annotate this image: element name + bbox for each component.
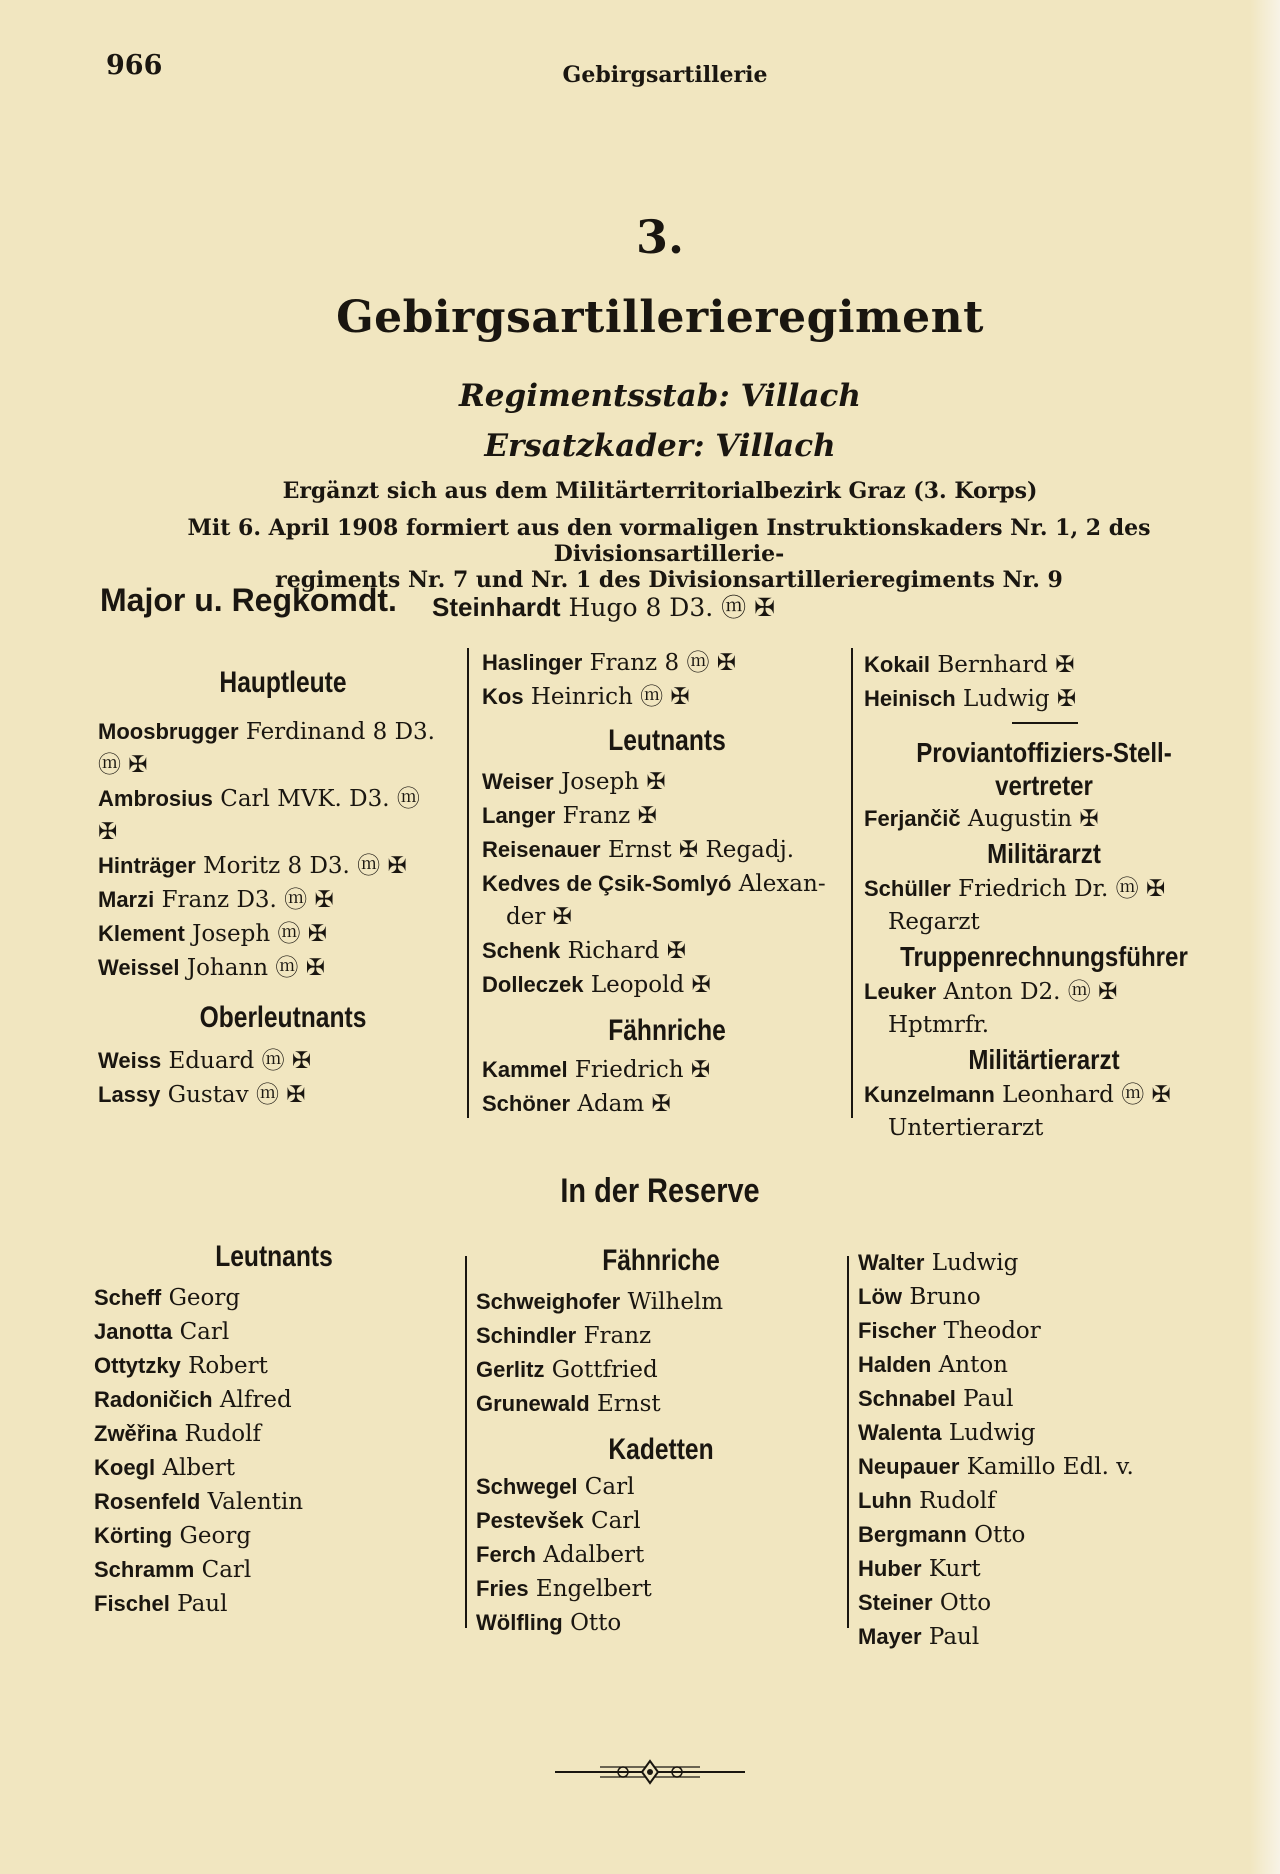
list-item: Zwěřina Rudolf — [94, 1421, 262, 1447]
heading-rechnungsfuehrer: Truppenrechnungsführer — [900, 941, 1188, 972]
list-item: Schindler Franz — [476, 1323, 652, 1349]
list-item: Untertierarzt — [888, 1115, 1044, 1141]
list-item: Walter Ludwig — [858, 1250, 1019, 1276]
list-item: Wölfling Otto — [476, 1610, 622, 1636]
list-item: Haslinger Franz 8 ⓜ ✠ — [482, 650, 737, 676]
heading-faehnriche: Fähnriche — [608, 1014, 726, 1047]
list-item: Fischer Theodor — [858, 1318, 1041, 1344]
heading-tierarzt: Militärtierarzt — [968, 1044, 1120, 1075]
active-col-2 — [482, 646, 852, 1121]
list-item: Radoničich Alfred — [94, 1387, 292, 1413]
heading-militaerarzt: Militärarzt — [987, 838, 1101, 869]
list-item: Schenk Richard ✠ — [482, 938, 686, 964]
active-col-3 — [864, 648, 1224, 1145]
list-item: Kokail Bernhard ✠ — [864, 652, 1075, 678]
commander-entry — [432, 588, 775, 624]
list-item: Neupauer Kamillo Edl. v. — [858, 1454, 1134, 1480]
list-item: Schwegel Carl — [476, 1474, 635, 1500]
active-col-1 — [98, 666, 468, 1112]
heading-proviant-1: Proviantoffiziers-Stell- — [916, 737, 1172, 768]
list-item: Hptmrfr. — [888, 1012, 990, 1038]
heading-leutnants-reserve: Leutnants — [215, 1240, 333, 1273]
list-item: Regarzt — [888, 909, 980, 935]
list-item: Ferjančič Augustin ✠ — [864, 806, 1099, 832]
list-item: Marzi Franz D3. ⓜ ✠ — [98, 887, 334, 913]
list-item: Dolleczek Leopold ✠ — [482, 972, 711, 998]
list-item: Schweighofer Wilhelm — [476, 1289, 724, 1315]
regimentsstab: Regimentsstab: Villach — [459, 378, 861, 414]
ornament-divider-icon — [555, 1755, 745, 1789]
list-item: Kos Heinrich ⓜ ✠ — [482, 684, 690, 710]
list-item: Heinisch Ludwig ✠ — [864, 686, 1077, 712]
heading-leutnants: Leutnants — [608, 724, 726, 757]
commander-rank: Major u. Regkomdt. — [100, 582, 397, 618]
list-item: Weissel Johann ⓜ ✠ — [98, 955, 325, 981]
short-rule — [1012, 722, 1078, 724]
heading-proviant-2: vertreter — [995, 770, 1093, 801]
running-title: Gebirgsartillerie — [562, 62, 768, 88]
list-item: Moosbrugger Ferdinand 8 D3. — [98, 719, 435, 745]
list-item: Steiner Otto — [858, 1590, 992, 1616]
list-item: Grunewald Ernst — [476, 1391, 661, 1417]
list-item: Kunzelmann Leonhard ⓜ ✠ — [864, 1082, 1171, 1108]
list-item: Ambrosius Carl MVK. D3. ⓜ — [98, 786, 420, 812]
list-item: Walenta Ludwig — [858, 1420, 1036, 1446]
reserve-col-1 — [94, 1240, 454, 1621]
list-item: Schüller Friedrich Dr. ⓜ ✠ — [864, 876, 1166, 902]
list-item: Bergmann Otto — [858, 1522, 1026, 1548]
list-item: Luhn Rudolf — [858, 1488, 996, 1514]
heading-reserve: In der Reserve — [560, 1172, 760, 1210]
heading-kadetten: Kadetten — [608, 1433, 714, 1466]
list-item: ⓜ ✠ — [98, 752, 148, 778]
ersatzkader: Ersatzkader: Villach — [484, 428, 836, 464]
commander-surname: Steinhardt — [432, 592, 561, 622]
list-item: Ottytzky Robert — [94, 1353, 268, 1379]
commander-decorations: 8 D3. ⓜ ✠ — [645, 593, 776, 622]
list-item: Fries Engelbert — [476, 1576, 652, 1602]
list-item: Fischel Paul — [94, 1591, 228, 1617]
list-item: der ✠ — [506, 904, 572, 930]
list-item: Mayer Paul — [858, 1624, 980, 1650]
column-divider — [465, 1256, 467, 1628]
list-item: Klement Joseph ⓜ ✠ — [98, 921, 328, 947]
list-item: Gerlitz Gottfried — [476, 1357, 658, 1383]
reserve-col-2 — [476, 1244, 846, 1640]
list-item: Lassy Gustav ⓜ ✠ — [98, 1082, 306, 1108]
list-item: Schramm Carl — [94, 1557, 252, 1583]
heading-hauptleute: Hauptleute — [219, 666, 347, 699]
list-item: ✠ — [98, 819, 118, 845]
list-item: Kammel Friedrich ✠ — [482, 1057, 711, 1083]
list-item: Huber Kurt — [858, 1556, 981, 1582]
column-divider — [851, 648, 853, 1118]
list-item: Janotta Carl — [94, 1319, 230, 1345]
formation-line-1: Mit 6. April 1908 formiert aus den vormaligen Instruktionskaders Nr. 1, 2 des Divisionsartillerie- — [187, 515, 1151, 567]
regiment-title: Gebirgsartillerieregiment — [336, 292, 984, 343]
heading-oberleutnants: Oberleutnants — [199, 1001, 367, 1034]
list-item: Weiser Joseph ✠ — [482, 769, 666, 795]
list-item: Löw Bruno — [858, 1284, 981, 1310]
page-number: 966 — [106, 50, 163, 81]
list-item: Weiss Eduard ⓜ ✠ — [98, 1048, 312, 1074]
list-item: Halden Anton — [858, 1352, 1008, 1378]
commander-given: Hugo — [568, 593, 638, 622]
list-item: Pestevšek Carl — [476, 1508, 641, 1534]
list-item: Körting Georg — [94, 1523, 252, 1549]
list-item: Ferch Adalbert — [476, 1542, 645, 1568]
page-edge — [1250, 0, 1280, 1874]
list-item: Scheff Georg — [94, 1285, 241, 1311]
list-item: Langer Franz ✠ — [482, 803, 657, 829]
regiment-number: 3. — [635, 210, 685, 264]
heading-faehnriche-reserve: Fähnriche — [602, 1244, 720, 1277]
column-divider — [467, 648, 469, 1118]
list-item: Leuker Anton D2. ⓜ ✠ — [864, 979, 1118, 1005]
list-item: Koegl Albert — [94, 1455, 235, 1481]
ergaenzt-line: Ergänzt sich aus dem Militärterritorialbezirk Graz (3. Korps) — [282, 478, 1038, 504]
list-item: Kedves de Çsik-Somlyó Alexan- — [482, 871, 826, 897]
formation-line-2: regiments Nr. 7 und Nr. 1 des Divisionsartillerieregiments Nr. 9 — [275, 567, 1063, 593]
column-divider — [847, 1256, 849, 1628]
list-item: Reisenauer Ernst ✠ Regadj. — [482, 837, 795, 863]
list-item: Schöner Adam ✠ — [482, 1091, 671, 1117]
list-item: Schnabel Paul — [858, 1386, 1014, 1412]
reserve-col-3 — [858, 1246, 1228, 1654]
list-item: Rosenfeld Valentin — [94, 1489, 304, 1515]
list-item: Hinträger Moritz 8 D3. ⓜ ✠ — [98, 853, 407, 879]
